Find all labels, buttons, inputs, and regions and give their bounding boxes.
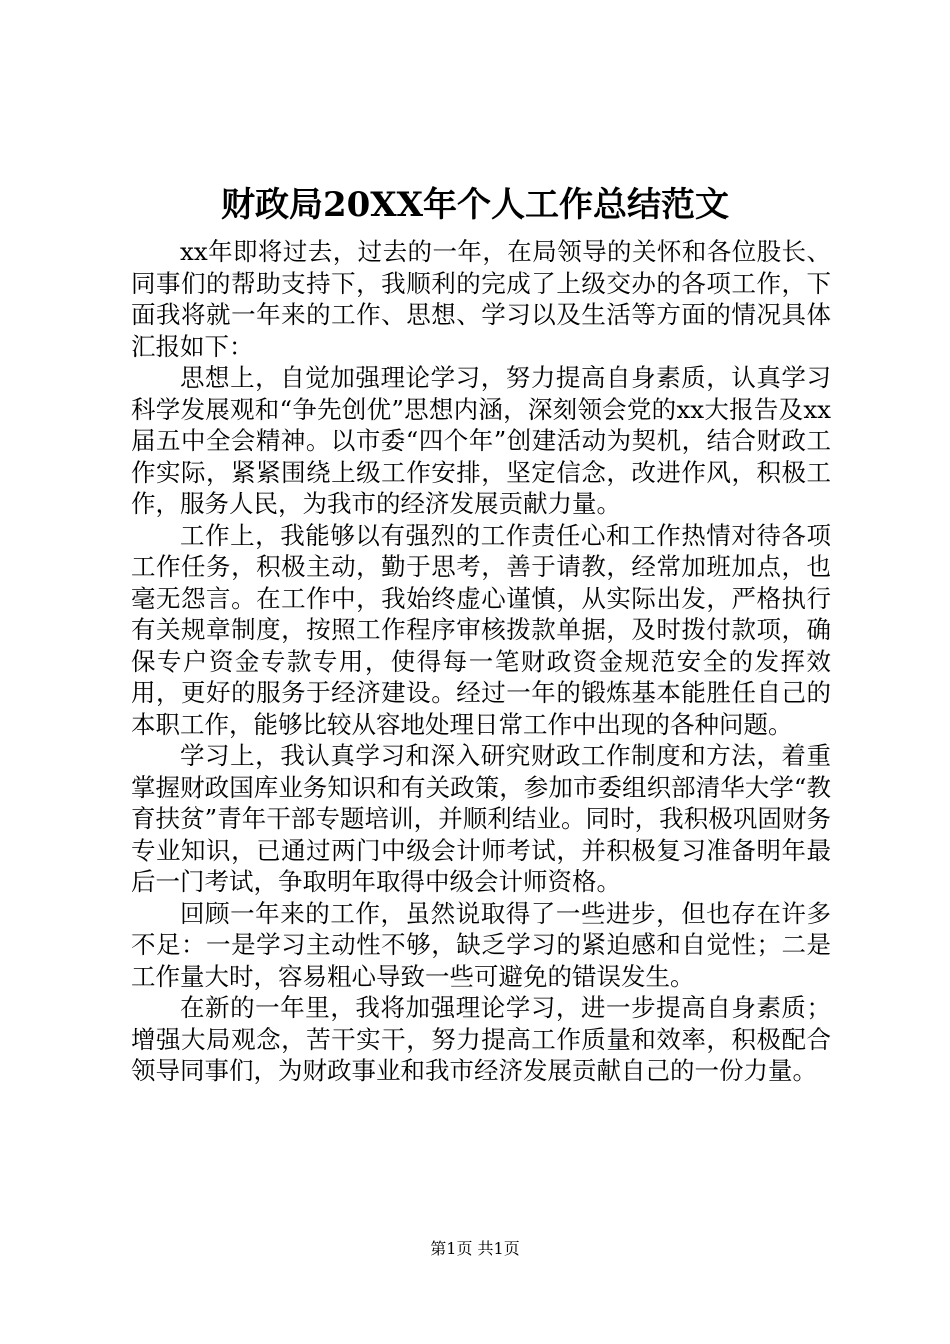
document-title: 财政局20XX年个人工作总结范文: [220, 185, 730, 225]
paragraph-study: 学习上，我认真学习和深入研究财政工作制度和方法，着重掌握财政国库业务知识和有关政策，参加市委组织部清华大学“教育扶贫”青年干部专题培训，并顺利结业。同时，我积极巩固财务专业知识，已通过两门中级会计师考试，并积极复习准备明年最后一门考试，争取明年取得中级会计师资格。: [131, 741, 831, 896]
paragraph-work: 工作上，我能够以有强烈的工作责任心和工作热情对待各项工作任务，积极主动，勤于思考，善于请教，经常加班加点，也毫无怨言。在工作中，我始终虚心谨慎，从实际出发，严格执行有关规章制度，按照工作程序审核拨款单据，及时拨付款项，确保专户资金专款专用，使得每一笔财政资金规范安全的发挥效用，更好的服务于经济建设。经过一年的锻炼基本能胜任自己的本职工作，能够比较从容地处理日常工作中出现的各种问题。: [131, 520, 831, 739]
paragraph-review: 回顾一年来的工作，虽然说取得了一些进步，但也存在许多不足：一是学习主动性不够，缺乏学习的紧迫感和自觉性；二是工作量大时，容易粗心导致一些可避免的错误发生。: [131, 898, 831, 991]
paragraph-new-year: 在新的一年里，我将加强理论学习，进一步提高自身素质；增强大局观念，苦干实干，努力提高工作质量和效率，积极配合领导同事们，为财政事业和我市经济发展贡献自己的一份力量。: [131, 993, 831, 1085]
document-body: [131, 236, 831, 1087]
paragraph-intro: xx年即将过去，过去的一年，在局领导的关怀和各位股长、同事们的帮助支持下，我顺利的完成了上级交办的各项工作，下面我将就一年来的工作、思想、学习以及生活等方面的情况具体汇报如下：: [131, 237, 831, 361]
page-footer: 第1页 共1页: [430, 1239, 520, 1258]
paragraph-thought: 思想上，自觉加强理论学习，努力提高自身素质，认真学习科学发展观和“争先创优”思想内涵，深刻领会党的xx大报告及xx届五中全会精神。以市委“四个年”创建活动为契机，结合财政工作实际，紧紧围绕上级工作安排，坚定信念，改进作风，积极工作，服务人民，为我市的经济发展贡献力量。: [131, 363, 831, 518]
